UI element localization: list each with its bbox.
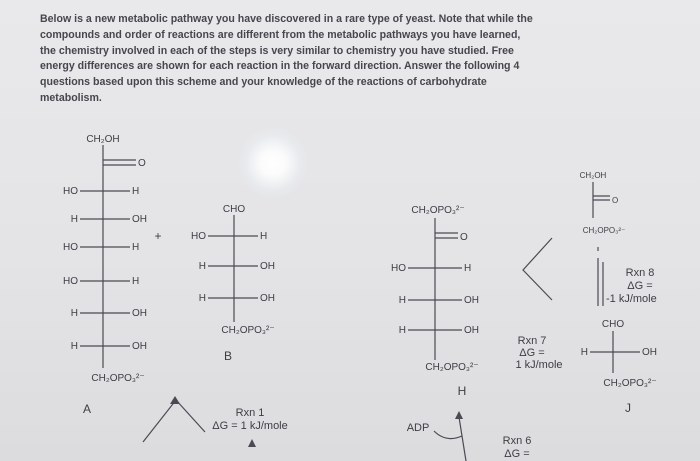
rxn6-delta-g: ΔG = <box>504 448 530 460</box>
molecule-a-c7-right: OH <box>132 308 147 319</box>
molecule-j-right: OH <box>642 347 657 358</box>
molecule-h-c5-left: H <box>398 325 406 336</box>
rxn8-value: -1 kJ/mole <box>606 293 657 305</box>
molecule-a-c3-right: H <box>132 186 140 197</box>
molecule-b-c4-right: OH <box>260 293 275 304</box>
molecule-j-left: H <box>580 347 588 358</box>
molecule-b-c3-left: H <box>198 261 206 272</box>
molecule-a-c4-right: OH <box>132 214 147 225</box>
dhap-carbonyl: O <box>612 196 619 205</box>
molecule-a-c3-left: HO <box>63 186 78 197</box>
molecule-a-c4-left: H <box>70 214 78 225</box>
molecule-a-c6-right: H <box>132 276 140 287</box>
rxn8-label: Rxn 8 <box>625 267 655 279</box>
question-line: compounds and order of reactions are different from the metabolic pathways you have learned, <box>40 28 521 41</box>
question-line: energy differences are shown for each reaction in the forward direction. Answer the following 4 <box>40 60 520 73</box>
molecule-h-carbonyl: O <box>460 232 468 243</box>
molecule-j-label: J <box>625 401 631 415</box>
molecule-a-c5-right: H <box>132 242 140 253</box>
plus-sign: + <box>154 229 162 243</box>
molecule-b-c3-right: OH <box>260 261 275 272</box>
rxn1-label: Rxn 1 <box>235 407 265 419</box>
question-line: metabolism. <box>40 91 102 104</box>
molecule-b-top: CHO <box>222 204 246 215</box>
question-line: the chemistry involved in each of the steps is very similar to chemistry you have studied. Free <box>40 44 514 57</box>
molecule-b-label: B <box>223 349 233 363</box>
molecule-b-c4-left: H <box>198 293 206 304</box>
molecule-a-c5-left: HO <box>63 242 78 253</box>
molecule-h-bottom: CH₂OPO₃²⁻ <box>425 362 479 373</box>
molecule-a-top: CH₂OH <box>86 134 120 145</box>
molecule-h-label: H <box>457 384 467 398</box>
molecule-b-c2-left: HO <box>191 231 206 242</box>
dhap-top: CH₂OH <box>579 171 607 180</box>
adp-label: ADP <box>406 422 430 434</box>
rxn6-label: Rxn 6 <box>502 435 532 447</box>
rxn8-delta-g: ΔG = <box>627 280 653 292</box>
molecule-h-c4-right: OH <box>464 295 479 306</box>
rxn7-delta-g: ΔG = <box>519 347 545 359</box>
question-line: Below is a new metabolic pathway you have discovered in a rare type of yeast. Note that while the <box>40 13 533 25</box>
molecule-a-c8-right: OH <box>132 341 147 352</box>
molecule-h-c4-left: H <box>398 295 406 306</box>
molecule-j-bottom: CH₂OPO₃²⁻ <box>603 378 657 389</box>
molecule-a-c7-left: H <box>70 308 78 319</box>
question-line: questions based upon this scheme and your knowledge of the reactions of carbohydrate <box>40 76 487 89</box>
rxn7-value: 1 kJ/mole <box>515 359 563 371</box>
molecule-a-label: A <box>82 402 92 416</box>
molecule-b-bottom: CH₂OPO₃²⁻ <box>221 325 275 336</box>
molecule-h-c3-right: H <box>464 263 472 274</box>
molecule-a-bottom: CH₂OPO₃²⁻ <box>91 373 145 384</box>
molecule-a-c8-left: H <box>70 341 78 352</box>
dhap-bottom: CH₂OPO₃²⁻ <box>582 226 626 235</box>
molecule-a-carbonyl: O <box>138 158 146 169</box>
molecule-j-top: CHO <box>601 319 625 330</box>
molecule-h-top: CH₂OPO₃²⁻ <box>411 205 465 216</box>
molecule-b-c2-right: H <box>260 231 268 242</box>
molecule-h-c5-right: OH <box>464 325 479 336</box>
rxn7-label: Rxn 7 <box>517 335 547 347</box>
molecule-a-c6-left: HO <box>63 276 78 287</box>
molecule-h-c3-left: HO <box>391 263 406 274</box>
rxn1-delta-g: ΔG = 1 kJ/mole <box>212 420 288 432</box>
